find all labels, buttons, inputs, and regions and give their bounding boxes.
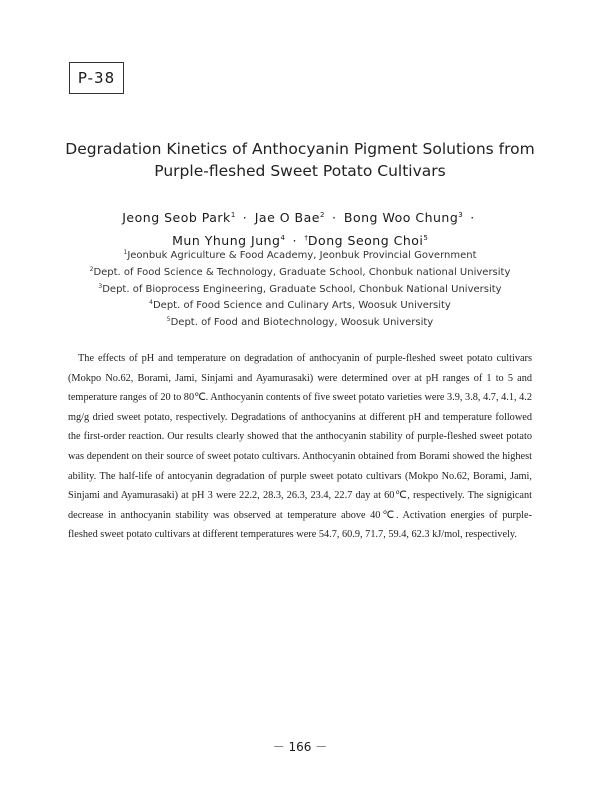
author-name: Dong Seong Choi (307, 233, 424, 248)
title-line-1: Degradation Kinetics of Anthocyanin Pigment Solutions from (65, 140, 535, 158)
affiliation (40, 313, 560, 330)
affiliation-text: Dept. of Food Science and Culinary Arts, Woosuk University (152, 300, 451, 312)
paper-title (40, 138, 560, 182)
poster-code: P-38 (69, 62, 124, 94)
author-separator: · (331, 210, 337, 225)
affiliation-text: Dept. of Bioprocess Engineering, Graduate School, Chonbuk National University (102, 283, 502, 295)
author-separator: · (292, 233, 297, 248)
author-name: Jae O Bae (254, 210, 320, 225)
page-number: － 166 － (272, 740, 328, 754)
abstract-body: The effects of pH and temperature on degradation of anthocyanin of purple-fleshed sweet potato cultivars (Mokpo No.62, Borami, Jami, Sinjami and Ayamurasaki) were determined over at pH ranges of 1 to 5 and temperature ranges of 20 to 80℃. Anthocyanin contents of five sweet potato varieties were 3.9, 3.8, 4.7, 4.1, 4.2 mg/g dried sweet potato, respectively. Degradations of anthocyanins at different pH and temperature followed the first-order reaction. Our results clearly showed that the anthocyanin stability of purple-fleshed sweet potato was dependent on their source of sweet potato cultivars. Anthocyanin obtained from Borami showed the highest ability. The half-life of antocyanin degradation of purple sweet potato cultivars (Mokpo No.62, Borami, Jami, Sinjami and Ayamurasaki) at pH 3 were 22.2, 28.3, 26.3, 23.4, 22.7 day at 60℃, respectively. The signigicant decrease in anthocyanin stability was observed at temperature above 40℃. Activation energies of purple-fleshed sweet potato cultivars at different temperatures were 54.7, 60.9, 71.7, 59.4, 62.3 kJ/mol, respectively. (68, 353, 532, 541)
affiliation-mark: 5 (166, 316, 171, 324)
affiliation-text: Dept. of Food Science & Technology, Graduate School, Chonbuk national University (93, 266, 511, 278)
affiliation (40, 246, 560, 263)
author-name: Jeong Seob Park (122, 210, 231, 225)
title-line-2: Purple-fleshed Sweet Potato Cultivars (154, 162, 446, 180)
author-affil-mark: 1 (230, 211, 236, 219)
affiliation-mark: 4 (149, 299, 153, 307)
author-list (40, 205, 560, 251)
author-name: Mun Yhung Jung (172, 233, 281, 248)
author-line-1 (40, 205, 560, 228)
author-affil-mark: 2 (319, 211, 325, 219)
affiliation (40, 296, 560, 313)
affiliation-mark: 1 (123, 249, 128, 256)
author-separator: · (470, 210, 475, 225)
affiliation-mark: 2 (89, 265, 94, 273)
author-affil-mark: 3 (458, 211, 463, 219)
author-separator: · (242, 210, 248, 225)
author-name: Bong Woo Chung (343, 210, 459, 225)
affiliation (40, 263, 560, 280)
affiliation-text: Jeonbuk Agriculture & Food Academy, Jeonbuk Provincial Government (127, 250, 477, 261)
affiliation-mark: 3 (98, 282, 103, 290)
affiliation-text: Dept. of Food and Biotechnology, Woosuk University (170, 317, 434, 329)
corresponding-author-mark: † (304, 234, 308, 242)
affiliation-list (40, 246, 560, 330)
author-affil-mark: 5 (423, 234, 428, 242)
affiliation (40, 280, 560, 297)
author-affil-mark: 4 (280, 234, 285, 242)
